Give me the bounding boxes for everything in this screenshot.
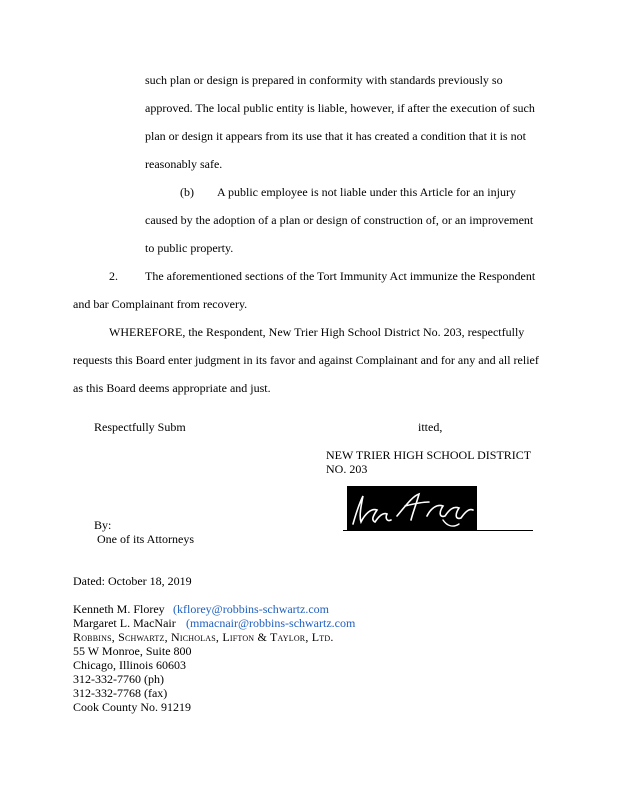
- paragraph-line: caused by the adoption of a plan or design of construction of, or an improvement: [145, 213, 534, 227]
- org-name-line1: NEW TRIER HIGH SCHOOL DISTRICT: [326, 448, 532, 462]
- respectfully-submitted-b: itted,: [418, 420, 443, 434]
- county-number: Cook County No. 91219: [73, 700, 192, 714]
- respectfully-submitted-a: Respectfully Subm: [94, 420, 186, 434]
- paragraph-line: to public property.: [145, 241, 234, 255]
- paragraph-line: A public employee is not liable under this Article for an injury: [217, 185, 516, 199]
- paragraph-line: The aforementioned sections of the Tort Immunity Act immunize the Respondent: [145, 269, 536, 283]
- fax-number: 312-332-7768 (fax): [73, 686, 168, 700]
- phone-number: 312-332-7760 (ph): [73, 672, 164, 686]
- paragraph-line: such plan or design is prepared in conformity with standards previously so: [145, 73, 503, 87]
- paragraph-line: plan or design it appears from its use that it has created a condition that it is not: [145, 129, 526, 143]
- attorney-email-1[interactable]: (kflorey@robbins-schwartz.com: [173, 602, 329, 616]
- signature-line: [343, 530, 533, 531]
- paragraph-line: as this Board deems appropriate and just.: [73, 381, 271, 395]
- attorney-name-1: Kenneth M. Florey: [73, 602, 165, 616]
- firm-name: Robbins, Schwartz, Nicholas, Lifton & Taylor, Ltd.: [73, 630, 334, 644]
- paragraph-line: and bar Complainant from recovery.: [73, 297, 248, 311]
- address-line-1: 55 W Monroe, Suite 800: [73, 644, 192, 658]
- address-line-2: Chicago, Illinois 60603: [73, 658, 186, 672]
- dated-line: Dated: October 18, 2019: [73, 574, 192, 588]
- list-marker-2: 2.: [109, 269, 118, 283]
- handwritten-signature: [347, 486, 477, 530]
- paragraph-line: reasonably safe.: [145, 157, 223, 171]
- paragraph-line: WHEREFORE, the Respondent, New Trier High School District No. 203, respectfully: [109, 325, 525, 339]
- signature-scribble-icon: [347, 486, 477, 530]
- attorney-name-2: Margaret L. MacNair: [73, 616, 176, 630]
- paragraph-line: approved. The local public entity is liable, however, if after the execution of such: [145, 101, 535, 115]
- attorney-email-2[interactable]: (mmacnair@robbins-schwartz.com: [186, 616, 356, 630]
- paragraph-line: requests this Board enter judgment in its favor and against Complainant and for any and all relief: [73, 353, 539, 367]
- by-label: By:: [94, 518, 112, 532]
- org-name-line2: NO. 203: [326, 462, 368, 476]
- attorneys-label: One of its Attorneys: [97, 532, 194, 546]
- list-marker-b: (b): [180, 185, 194, 199]
